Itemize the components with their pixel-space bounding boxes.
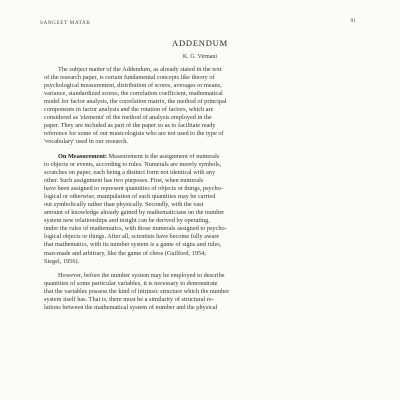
text-line: logical or otherwise, manipulation of such quantities may be carried [44, 193, 216, 201]
text-line: The subject matter of the Addendum, as already stated in the text [58, 66, 222, 73]
text-line: to objects or events, according to rules. Numerals are merely symbols, [44, 161, 222, 169]
text-line: variance, standardized scores, the correlation coefficient, mathematical [44, 90, 223, 98]
text-line: psychological measurement, distribution of scores, averages or means, [44, 82, 222, 90]
paragraph-on-measurement [44, 153, 356, 266]
text-line: that the variables possess the kind of intrinsic structure which the number [44, 288, 230, 296]
running-head: SANGEET MATAK [40, 20, 91, 26]
text-line: quantities of some particular variables, it is necessary to demonstrate [44, 280, 218, 288]
page-title: ADDENDUM [172, 38, 228, 48]
paragraph-number-system [44, 272, 356, 312]
text-line: model for factor analysis, the correlation matrix, the method of principal [44, 98, 227, 106]
text-line: system itself has. That is, there must be a similarity of structural re- [44, 296, 214, 304]
body-text [44, 66, 356, 319]
section-run-in-heading: On Measurement: [58, 152, 108, 160]
text-line: 'vocabulary' used in our research. [44, 138, 128, 146]
text-line: system new relationships and insight can be derived by operating, [44, 217, 210, 225]
text-line: of the research paper, is certain fundamental concepts like theory of [44, 74, 215, 82]
author-name: K. G. Virmani [182, 54, 218, 60]
text-line: under the rules of mathematics, with those numerals assigned to psycho- [44, 225, 227, 233]
text-line: amount of knowledge already gained by mathematicians on the number [44, 209, 225, 217]
text-line: that mathematics, with its number system is a game of signs and rules, [44, 241, 222, 249]
text-line: logical objects or things. After all, scientists have become fully aware [44, 233, 220, 241]
text-line: reference for some of our musicologists who are not used to the type of [44, 130, 224, 138]
text-line: man-made and arbitrary, like the game of chess (Guilford, 1954; [44, 249, 207, 257]
paragraph-intro [44, 66, 356, 146]
text-line: paper. They are included as part of the paper so as to facilitate ready [44, 122, 216, 130]
text-line: lations between the mathematical system of number and the physical [44, 304, 218, 312]
text-line: have been assigned to represent quantities of objects or things, psycho- [44, 185, 223, 193]
text-line: scratches on paper, each being a distinct form not identical with any [44, 169, 216, 177]
text-line: However, before the number system may be employed to describe [58, 272, 225, 280]
text-line: other. Such assignment has two purposes. First, when numerals [44, 177, 204, 185]
text-line: out symbolically rather than physically. Secondly, with the vast [44, 201, 204, 209]
text-line-rest: Measurement is the assignment of numerals [107, 152, 220, 160]
text-line: Siegel, 1956). [44, 257, 80, 265]
text-line: components in factor analysis and the rotation of factors, which are [44, 106, 214, 114]
text-line [44, 153, 356, 161]
text-line: considered as 'elements' of the method of analysis employed in the [44, 114, 212, 122]
page-number: 91 [350, 18, 356, 24]
